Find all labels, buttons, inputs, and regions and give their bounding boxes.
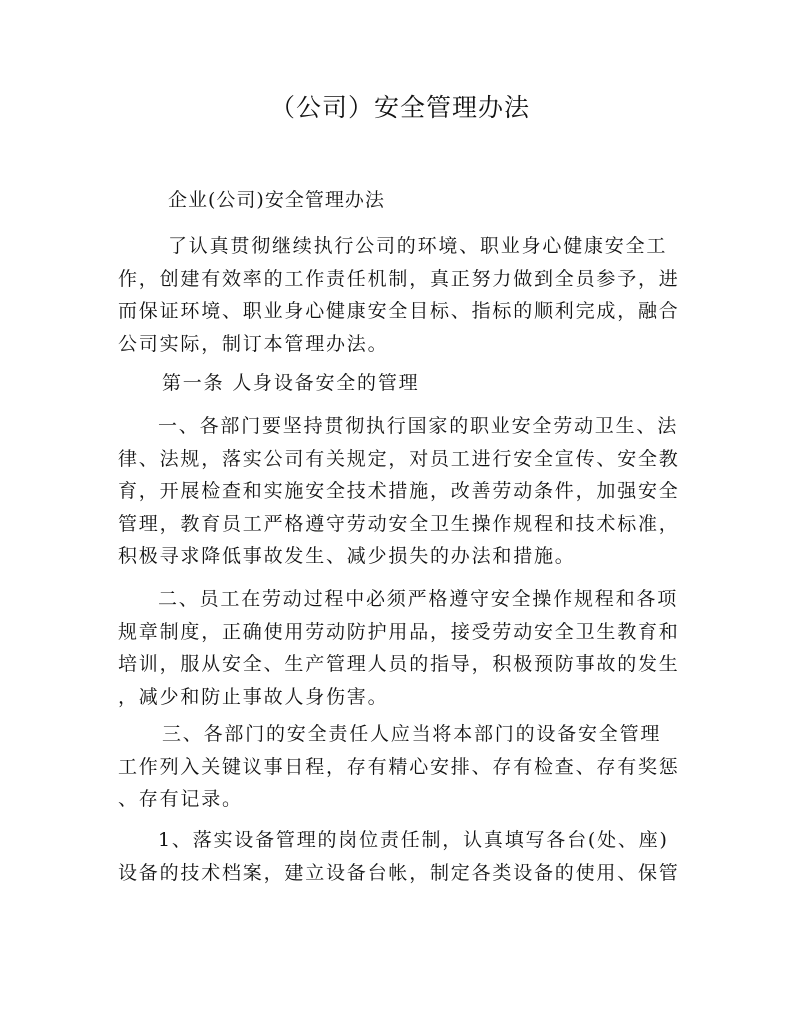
paragraph-line: 1、落实设备管理的岗位责任制，认真填写各台(处、座) [158,829,669,851]
paragraph-line: 一、各部门要坚持贯彻执行国家的职业安全劳动卫生、法 [158,415,679,437]
paragraph-line: 了认真贯彻继续执行公司的环境、职业身心健康安全工 [168,235,668,257]
paragraph-line: 三、各部门的安全责任人应当将本部门的设备安全管理 [162,723,662,745]
item-1-paragraph [118,410,684,573]
paragraph-line: ，减少和防止事故人身伤害。 [118,685,389,708]
paragraph-line: 培训，服从安全、生产管理人员的指导，积极预防事故的发生 [118,653,680,675]
intro-paragraph [118,230,684,360]
item-2-paragraph [118,583,684,713]
paragraph-line: 律、法规，落实公司有关规定，对员工进行安全宣传、安全教 [118,447,680,470]
paragraph-line: 育，开展检查和实施安全技术措施，改善劳动条件，加强安全 [118,480,680,502]
item-3-1-paragraph [118,824,684,889]
paragraph-line: 、存有记录。 [118,788,243,810]
paragraph-line: 作，创建有效率的工作责任机制，真正努力做到全员参予，进 [118,267,680,290]
item-3-paragraph [118,718,684,816]
paragraph-line: 工作列入关键议事日程，存有精心安排、存有检查、存有奖惩 [118,755,680,778]
paragraph-line: 二、员工在劳动过程中必须严格遵守安全操作规程和各项 [158,588,679,610]
paragraph-line: 规章制度，正确使用劳动防护用品，接受劳动安全卫生教育和 [118,620,680,643]
document-subtitle [118,184,684,217]
article-heading-text: 第一条 人身设备安全的管理 [162,372,420,394]
paragraph-line: 设备的技术档案，建立设备台帐，制定各类设备的使用、保管 [118,861,680,884]
paragraph-line: 而保证环境、职业身心健康安全目标、指标的顺利完成，融合 [118,300,680,322]
subtitle-text: 企业(公司)安全管理办法 [168,189,385,211]
paragraph-line: 积极寻求降低事故发生、减少损失的办法和措施。 [118,545,576,567]
paragraph-line: 管理，教育员工严格遵守劳动安全卫生操作规程和技术标准， [118,512,680,535]
page-title: （公司）安全管理办法 [269,93,530,122]
paragraph-line: 公司实际，制订本管理办法。 [118,332,389,355]
article-heading [118,367,684,400]
